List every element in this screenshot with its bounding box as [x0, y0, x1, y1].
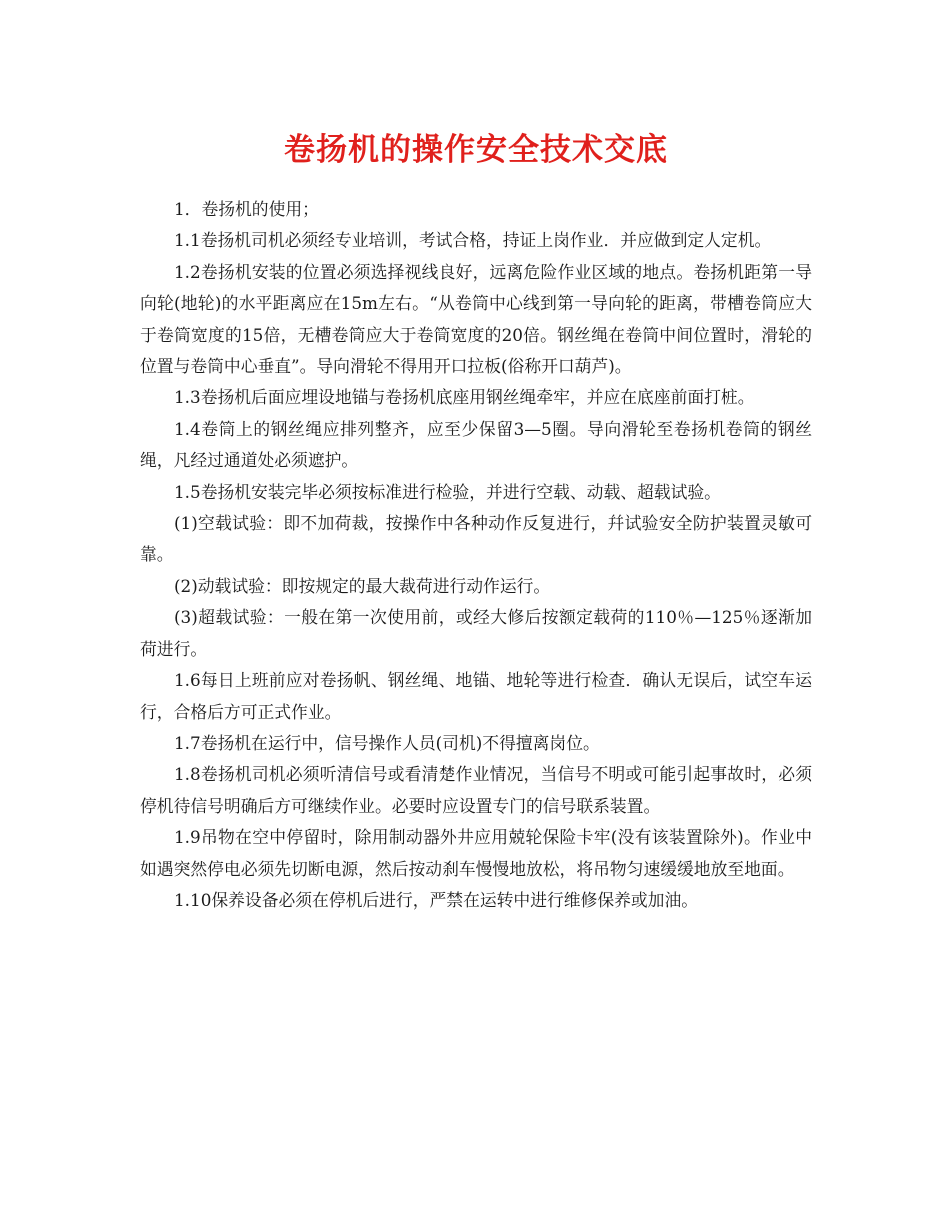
document-page: [140, 0, 812, 916]
paragraph-1-1: 1.1卷扬机司机必须经专业培训，考试合格，持证上岗作业．并应做到定人定机。: [174, 230, 772, 251]
paragraph-1-3: 1.3卷扬机后面应埋设地锚与卷扬机底座用钢丝绳牵牢，并应在底座前面打桩。: [174, 387, 755, 408]
paragraph-1-6: 1.6每日上班前应对卷扬帆、钢丝绳、地锚、地轮等进行检查．确认无误后，试空车运行，合格后方可正式作业。: [140, 670, 812, 722]
paragraph-no-load-test: (1)空载试验：即不加荷裁，按操作中各种动作反复进行，幷试验安全防护装置灵敏可靠。: [140, 513, 812, 565]
paragraph-1-8: 1.8卷扬机司机必须听清信号或看清楚作业情况，当信号不明或可能引起事故时，必须停机待信号明确后方可继续作业。必要时应设置专门的信号联系装置。: [140, 764, 812, 816]
paragraph-1-5: 1.5卷扬机安装完毕必须按标准进行检验，并进行空载、动载、超载试验。: [174, 481, 721, 502]
paragraph-1-4: 1.4卷筒上的钢丝绳应排列整齐，应至少保留3—5圈。导向滑轮至卷扬机卷筒的钢丝绳，凡经过通道处必须遮护。: [140, 418, 812, 471]
paragraph-overload-test: (3)超载试验：一般在第一次使用前，或经大修后按额定载荷的110％—125％逐渐加荷进行。: [140, 607, 812, 659]
document-body: [140, 194, 812, 916]
paragraph-1-10: 1.10保养设备必须在停机后进行，严禁在运转中进行维修保养或加油。: [174, 889, 699, 910]
paragraph-section-1: 1．卷扬机的使用；: [174, 199, 319, 219]
paragraph-1-7: 1.7卷扬机在运行中，信号操作人员(司机)不得擅离岗位。: [174, 732, 600, 753]
document-title: 卷扬机的操作安全技术交底: [284, 132, 668, 168]
paragraph-dynamic-load-test: (2)动载试验：即按规定的最大裁荷进行动作运行。: [174, 575, 551, 596]
paragraph-1-9: 1.9吊物在空中停留时，除用制动器外井应用兢轮保险卡牢(没有该装置除外)。作业中如遇突然停电必须先切断电源，然后按动刹车慢慢地放松，将吊物匀速缓缓地放至地面。: [140, 827, 812, 879]
paragraph-1-2: 1.2卷扬机安装的位置必须选择视线良好，远离危险作业区域的地点。卷扬机距第一导向轮(地轮)的水平距离应在15m左右。“从卷筒中心线到第一导向轮的距离，带槽卷筒应大于卷筒宽度的15倍，无槽卷筒应大于卷筒宽度的20倍。钢丝绳在卷筒中间位置时，滑轮的位置与卷筒中心垂直”。导向滑轮不得用开口拉板(俗称开口葫芦)。: [140, 261, 812, 377]
